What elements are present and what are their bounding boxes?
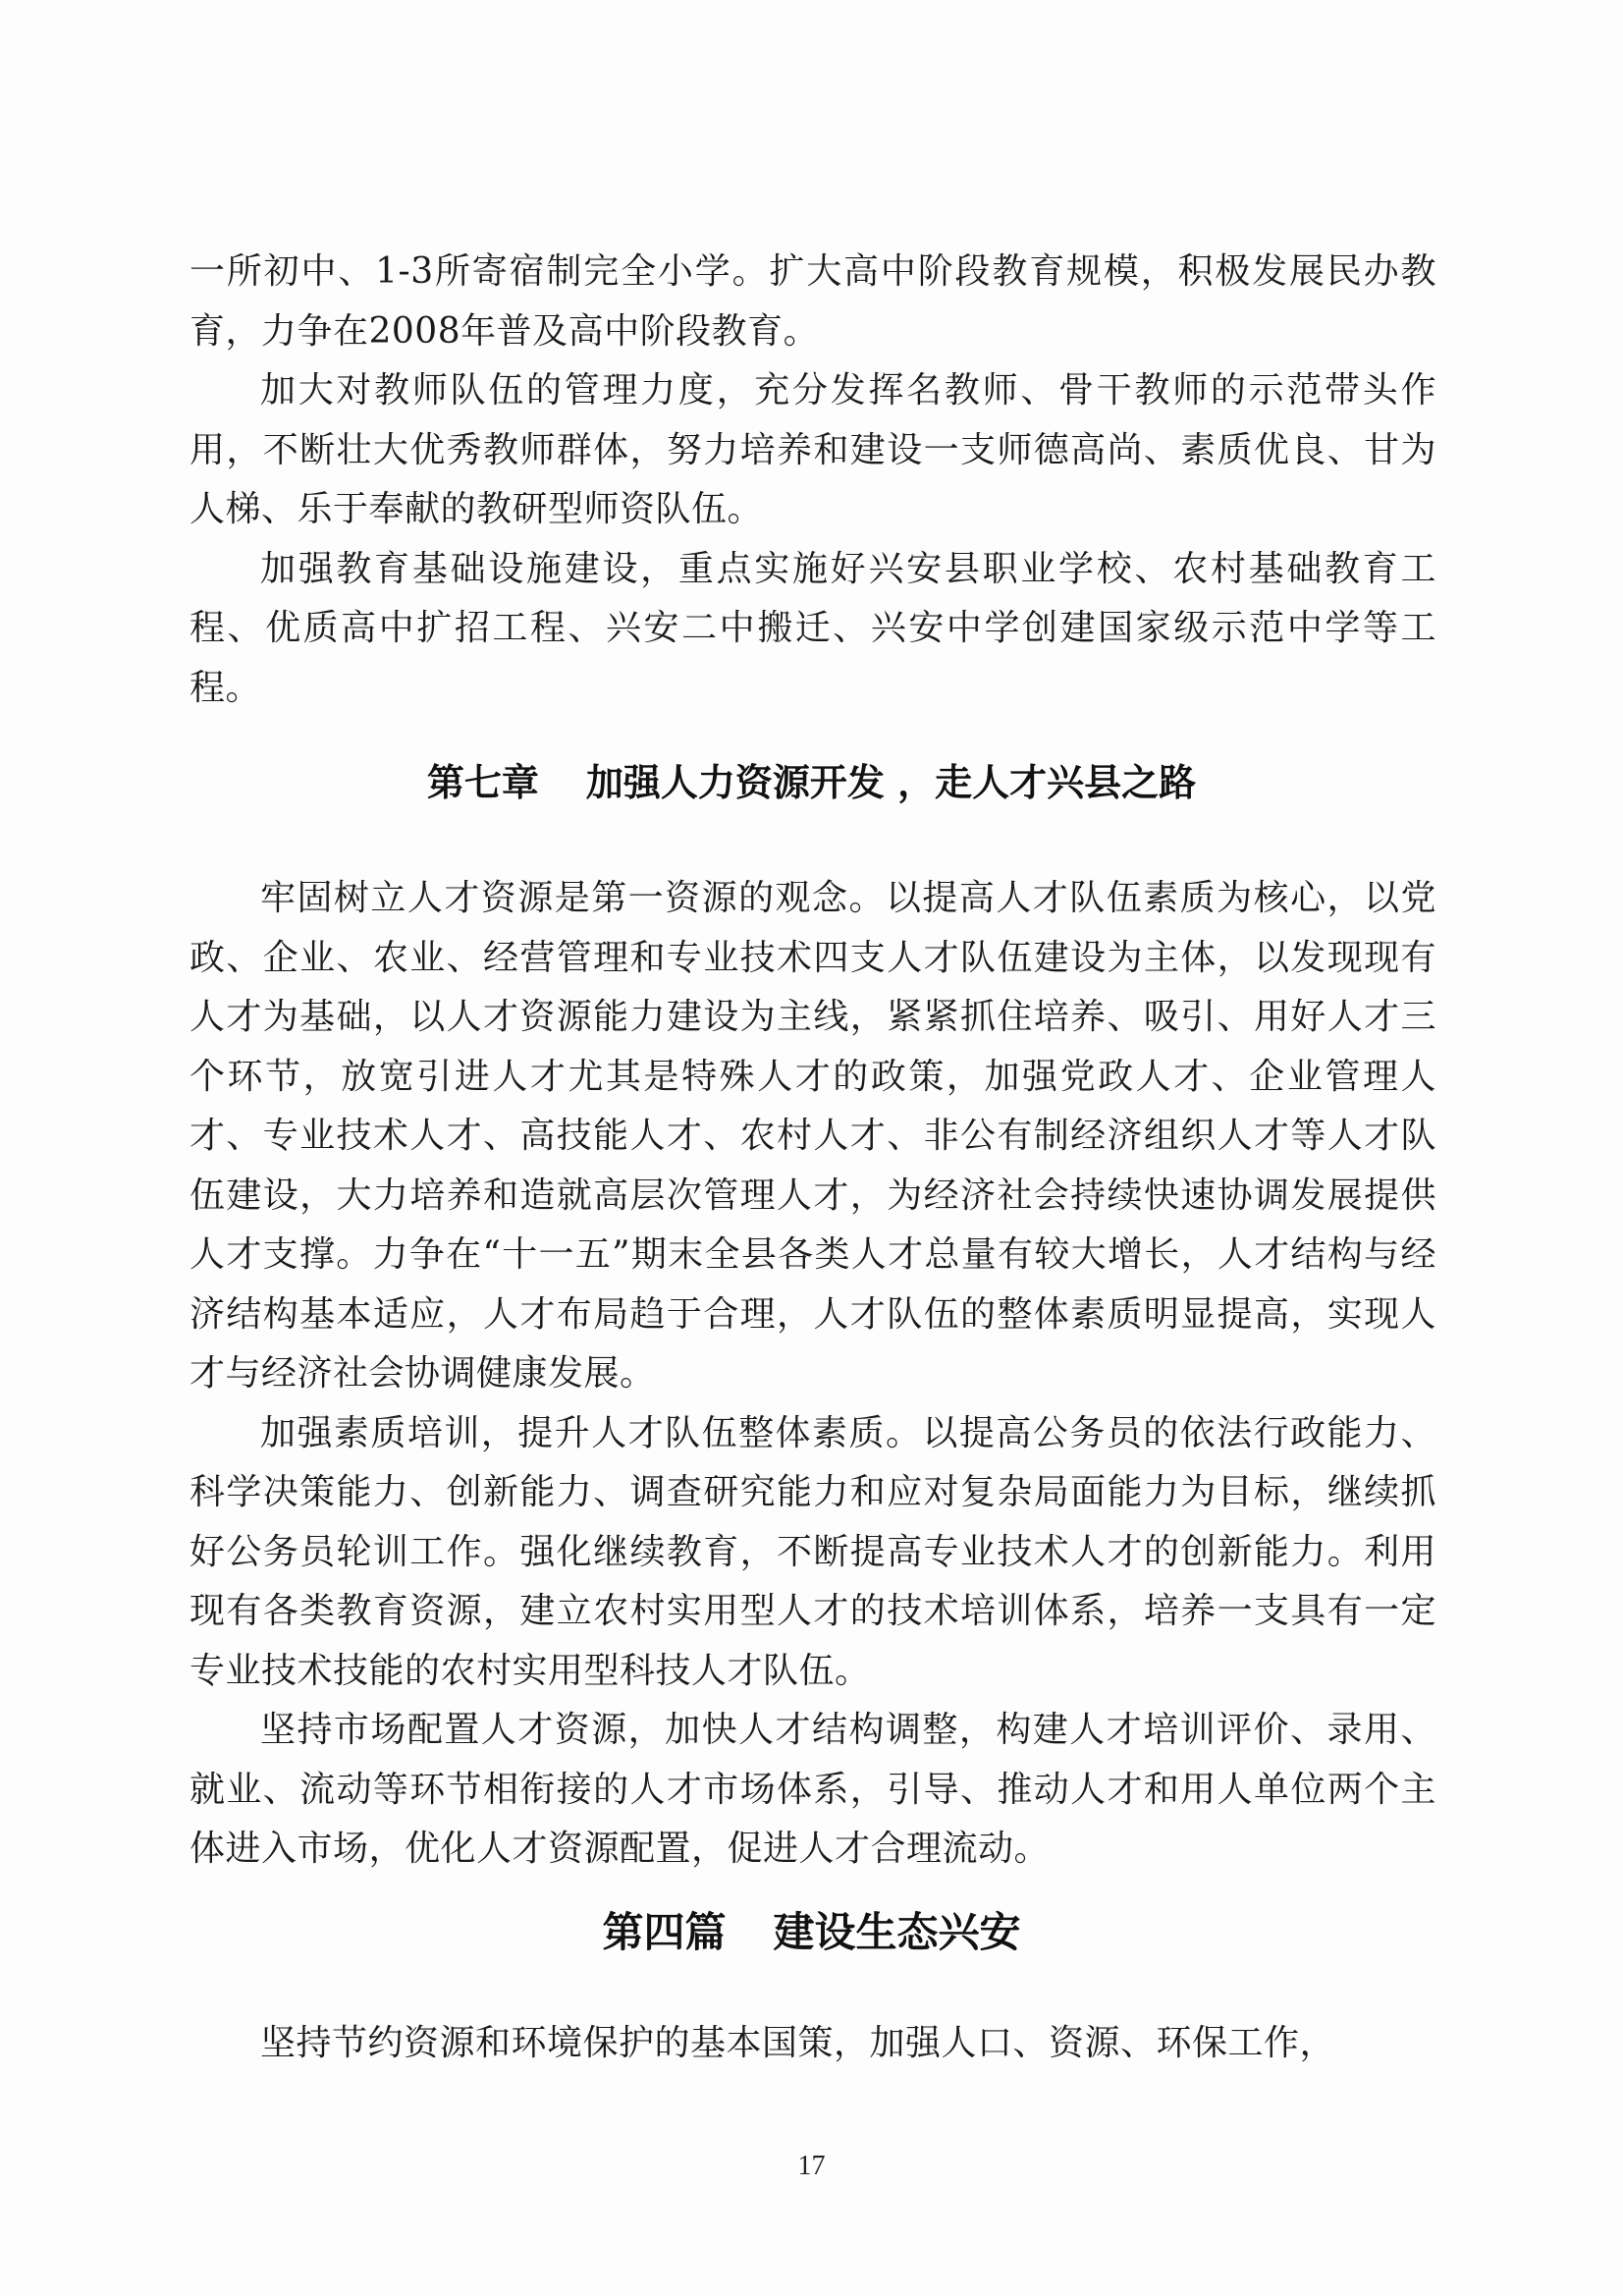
paragraph: 加强素质培训，提升人才队伍整体素质。以提高公务员的依法行政能力、科学决策能力、创新能力、调查研究能力和应对复杂局面能力为目标，继续抓好公务员轮训工作。强化继续教育，不断提高专业技术人才的创新能力。利用现有各类教育资源，建立农村实用型人才的技术培训体系，培养一支具有一定专业技术技能的农村实用型科技人才队伍。 [189,1412,1436,1691]
part4-body [189,2014,1436,2074]
part-heading [0,1905,1623,1960]
paragraph: 一所初中、1-3所寄宿制完全小学。扩大高中阶段教育规模，积极发展民办教育，力争在2008年普及高中阶段教育。 [189,251,1436,352]
page-number: 17 [797,2151,826,2181]
chapter7-body [189,869,1436,1880]
chapter-heading [0,758,1623,807]
part-title: 建设生态兴安 [773,1908,1021,1956]
paragraph: 牢固树立人才资源是第一资源的观念。以提高人才队伍素质为核心，以党政、企业、农业、经营管理和专业技术四支人才队伍建设为主体，以发现现有人才为基础，以人才资源能力建设为主线，紧紧抓住培养、吸引、用好人才三个环节，放宽引进人才尤其是特殊人才的政策，加强党政人才、企业管理人才、专业技术人才、高技能人才、农村人才、非公有制经济组织人才等人才队伍建设，大力培养和造就高层次管理人才，为经济社会持续快速协调发展提供人才支撑。力争在“十一五”期末全县各类人才总量有较大增长，人才结构与经济结构基本适应，人才布局趋于合理，人才队伍的整体素质明显提高，实现人才与经济社会协调健康发展。 [189,878,1436,1394]
paragraph: 坚持市场配置人才资源，加快人才结构调整，构建人才培训评价、录用、就业、流动等环节相衔接的人才市场体系，引导、推动人才和用人单位两个主体进入市场，优化人才资源配置，促进人才合理流动。 [189,1710,1436,1869]
section-continuation [189,243,1436,718]
chapter-number: 第七章 [426,761,539,804]
paragraph: 加大对教师队伍的管理力度，充分发挥名教师、骨干教师的示范带头作用，不断壮大优秀教师群体，努力培养和建设一支师德高尚、素质优良、甘为人梯、乐于奉献的教研型师资队伍。 [189,370,1436,529]
chapter-title: 加强人力资源开发 ，走人才兴县之路 [585,761,1197,804]
paragraph: 加强教育基础设施建设，重点实施好兴安县职业学校、农村基础教育工程、优质高中扩招工程、兴安二中搬迁、兴安中学创建国家级示范中学等工程。 [189,548,1436,708]
paragraph: 坚持节约资源和环境保护的基本国策，加强人口、资源、环保工作， [260,2023,1336,2063]
part-number: 第四篇 [602,1908,727,1956]
